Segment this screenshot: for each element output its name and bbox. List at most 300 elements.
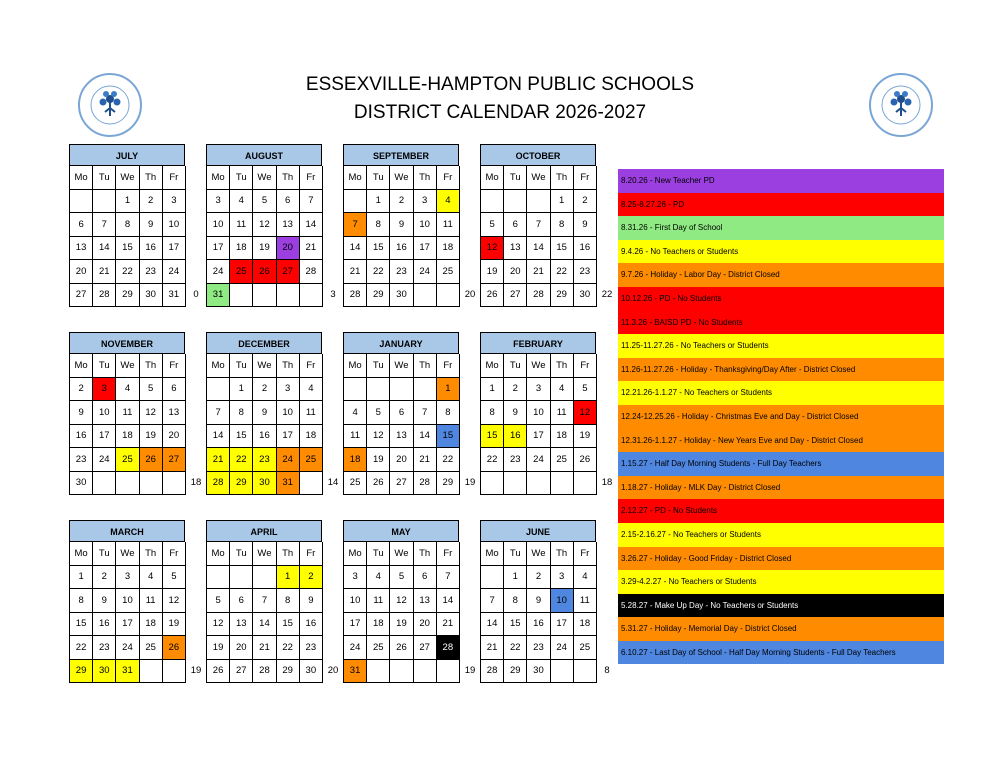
day-cell: 11	[230, 213, 253, 237]
day-cell: 19	[390, 613, 413, 637]
weekday-header: Tu	[93, 542, 116, 566]
weekday-header: We	[253, 542, 276, 566]
empty-cell	[367, 660, 390, 684]
day-cell: 7	[527, 213, 550, 237]
day-cell: 18	[230, 237, 253, 261]
day-cell: 7	[253, 589, 276, 613]
day-cell: 21	[300, 237, 323, 261]
day-cell: 24	[207, 260, 230, 284]
day-cell: 23	[527, 636, 550, 660]
empty-cell	[207, 378, 230, 402]
day-cell: 20	[390, 448, 413, 472]
day-cell: 23	[390, 260, 413, 284]
month-school-day-count: 3	[330, 288, 336, 300]
weekday-header: Mo	[70, 354, 93, 378]
day-cell: 2	[574, 190, 597, 214]
day-cell: 3	[551, 566, 574, 590]
day-cell: 22	[70, 636, 93, 660]
day-cell: 13	[230, 613, 253, 637]
day-cell: 31	[163, 284, 186, 308]
day-cell: 1	[504, 566, 527, 590]
day-cell: 4	[300, 378, 323, 402]
weekday-header: We	[116, 542, 139, 566]
month-name: OCTOBER	[480, 144, 596, 166]
day-cell: 5	[481, 213, 504, 237]
month-july	[69, 144, 185, 307]
weekday-header: We	[253, 166, 276, 190]
empty-cell	[70, 190, 93, 214]
calendar-title: DISTRICT CALENDAR 2026-2027	[353, 102, 647, 123]
empty-cell	[414, 378, 437, 402]
day-cell: 10	[414, 213, 437, 237]
weekday-header: Fr	[163, 354, 186, 378]
day-cell: 8	[116, 213, 139, 237]
empty-cell	[390, 378, 413, 402]
day-cell: 2	[253, 378, 276, 402]
month-april	[206, 520, 322, 683]
month-grid	[69, 542, 185, 683]
day-cell: 12	[574, 401, 597, 425]
weekday-header: We	[390, 166, 413, 190]
empty-cell	[551, 660, 574, 684]
day-cell: 5	[163, 566, 186, 590]
day-cell: 18	[574, 613, 597, 637]
day-cell: 7	[300, 190, 323, 214]
day-cell: 9	[93, 589, 116, 613]
day-cell: 17	[551, 613, 574, 637]
weekday-header: Th	[551, 166, 574, 190]
empty-cell	[300, 472, 323, 496]
empty-cell	[300, 284, 323, 308]
day-cell: 22	[437, 448, 460, 472]
day-cell: 18	[300, 425, 323, 449]
weekday-header: Th	[414, 542, 437, 566]
weekday-header: We	[390, 542, 413, 566]
day-cell: 31	[344, 660, 367, 684]
day-cell: 8	[70, 589, 93, 613]
day-cell: 31	[116, 660, 139, 684]
weekday-header: Th	[414, 166, 437, 190]
day-cell: 12	[207, 613, 230, 637]
day-cell: 17	[277, 425, 300, 449]
day-cell: 8	[367, 213, 390, 237]
day-cell: 6	[70, 213, 93, 237]
month-grid	[343, 166, 459, 307]
day-cell: 8	[230, 401, 253, 425]
day-cell: 30	[300, 660, 323, 684]
day-cell: 7	[207, 401, 230, 425]
day-cell: 28	[207, 472, 230, 496]
month-grid	[69, 354, 185, 495]
day-cell: 25	[551, 448, 574, 472]
month-school-day-count: 19	[464, 476, 476, 488]
month-grid	[480, 166, 596, 307]
day-cell: 20	[277, 237, 300, 261]
day-cell: 25	[437, 260, 460, 284]
day-cell: 6	[390, 401, 413, 425]
day-cell: 15	[230, 425, 253, 449]
day-cell: 16	[93, 613, 116, 637]
weekday-header: Mo	[207, 354, 230, 378]
day-cell: 30	[527, 660, 550, 684]
day-cell: 3	[527, 378, 550, 402]
day-cell: 11	[437, 213, 460, 237]
day-cell: 25	[140, 636, 163, 660]
empty-cell	[140, 660, 163, 684]
empty-cell	[414, 660, 437, 684]
day-cell: 17	[116, 613, 139, 637]
month-grid	[206, 354, 322, 495]
month-june	[480, 520, 596, 683]
month-september	[343, 144, 459, 307]
day-cell: 28	[481, 660, 504, 684]
day-cell: 20	[414, 613, 437, 637]
legend-item: 11.26-11.27.26 - Holiday - Thanksgiving/Day After - District Closed	[618, 358, 944, 382]
weekday-header: Th	[277, 354, 300, 378]
day-cell: 3	[277, 378, 300, 402]
month-school-day-count: 14	[327, 476, 339, 488]
day-cell: 4	[551, 378, 574, 402]
day-cell: 24	[116, 636, 139, 660]
day-cell: 25	[574, 636, 597, 660]
day-cell: 29	[367, 284, 390, 308]
day-cell: 26	[390, 636, 413, 660]
day-cell: 9	[70, 401, 93, 425]
day-cell: 21	[93, 260, 116, 284]
month-november	[69, 332, 185, 495]
legend-item: 8.20.26 - New Teacher PD	[618, 169, 944, 193]
month-name: AUGUST	[206, 144, 322, 166]
day-cell: 30	[390, 284, 413, 308]
legend-item: 5.28.27 - Make Up Day - No Teachers or Students	[618, 594, 944, 618]
day-cell: 27	[163, 448, 186, 472]
weekday-header: Th	[140, 542, 163, 566]
weekday-header: We	[116, 354, 139, 378]
month-name: MARCH	[69, 520, 185, 542]
day-cell: 8	[481, 401, 504, 425]
month-grid	[206, 542, 322, 683]
day-cell: 3	[116, 566, 139, 590]
empty-cell	[277, 284, 300, 308]
weekday-header: Mo	[344, 166, 367, 190]
day-cell: 20	[230, 636, 253, 660]
empty-cell	[574, 660, 597, 684]
day-cell: 7	[437, 566, 460, 590]
day-cell: 6	[163, 378, 186, 402]
month-school-day-count: 19	[464, 664, 476, 676]
weekday-header: We	[527, 542, 550, 566]
month-school-day-count: 22	[601, 288, 613, 300]
day-cell: 21	[414, 448, 437, 472]
day-cell: 2	[390, 190, 413, 214]
day-cell: 22	[277, 636, 300, 660]
day-cell: 19	[207, 636, 230, 660]
day-cell: 9	[527, 589, 550, 613]
day-cell: 14	[253, 613, 276, 637]
day-cell: 1	[367, 190, 390, 214]
weekday-header: Th	[277, 166, 300, 190]
legend-item: 2.15-2.16.27 - No Teachers or Students	[618, 523, 944, 547]
day-cell: 23	[253, 448, 276, 472]
day-cell: 29	[551, 284, 574, 308]
empty-cell	[390, 660, 413, 684]
month-grid	[206, 166, 322, 307]
month-grid	[343, 542, 459, 683]
day-cell: 21	[344, 260, 367, 284]
empty-cell	[551, 472, 574, 496]
day-cell: 23	[70, 448, 93, 472]
weekday-header: Fr	[163, 166, 186, 190]
legend-item: 1.18.27 - Holiday - MLK Day - District Closed	[618, 476, 944, 500]
day-cell: 7	[414, 401, 437, 425]
day-cell: 12	[367, 425, 390, 449]
legend-item: 9.7.26 - Holiday - Labor Day - District Closed	[618, 263, 944, 287]
empty-cell	[253, 284, 276, 308]
legend-item: 1.15.27 - Half Day Morning Students - Full Day Teachers	[618, 452, 944, 476]
month-january	[343, 332, 459, 495]
day-cell: 14	[481, 613, 504, 637]
day-cell: 13	[504, 237, 527, 261]
day-cell: 1	[551, 190, 574, 214]
day-cell: 3	[207, 190, 230, 214]
month-name: MAY	[343, 520, 459, 542]
weekday-header: Mo	[70, 166, 93, 190]
day-cell: 16	[140, 237, 163, 261]
day-cell: 23	[300, 636, 323, 660]
day-cell: 4	[344, 401, 367, 425]
empty-cell	[504, 472, 527, 496]
day-cell: 19	[253, 237, 276, 261]
day-cell: 6	[230, 589, 253, 613]
day-cell: 31	[207, 284, 230, 308]
day-cell: 29	[277, 660, 300, 684]
legend-item: 8.25-8.27.26 - PD	[618, 193, 944, 217]
day-cell: 10	[207, 213, 230, 237]
day-cell: 22	[367, 260, 390, 284]
day-cell: 4	[437, 190, 460, 214]
weekday-header: Mo	[207, 166, 230, 190]
day-cell: 26	[207, 660, 230, 684]
day-cell: 11	[116, 401, 139, 425]
day-cell: 30	[93, 660, 116, 684]
day-cell: 14	[414, 425, 437, 449]
day-cell: 15	[481, 425, 504, 449]
day-cell: 19	[367, 448, 390, 472]
empty-cell	[93, 472, 116, 496]
day-cell: 28	[414, 472, 437, 496]
day-cell: 11	[574, 589, 597, 613]
month-grid	[480, 542, 596, 683]
weekday-header: We	[390, 354, 413, 378]
day-cell: 25	[300, 448, 323, 472]
day-cell: 27	[277, 260, 300, 284]
legend-item: 11.25-11.27.26 - No Teachers or Students	[618, 334, 944, 358]
weekday-header: Fr	[574, 166, 597, 190]
day-cell: 20	[504, 260, 527, 284]
legend-item: 12.24-12.25.26 - Holiday - Christmas Eve and Day - District Closed	[618, 405, 944, 429]
empty-cell	[344, 378, 367, 402]
day-cell: 10	[116, 589, 139, 613]
weekday-header: Mo	[344, 354, 367, 378]
day-cell: 25	[116, 448, 139, 472]
empty-cell	[414, 284, 437, 308]
weekday-header: We	[253, 354, 276, 378]
month-december	[206, 332, 322, 495]
day-cell: 17	[344, 613, 367, 637]
month-february	[480, 332, 596, 495]
day-cell: 29	[230, 472, 253, 496]
empty-cell	[163, 472, 186, 496]
empty-cell	[527, 190, 550, 214]
legend-item: 5.31.27 - Holiday - Memorial Day - District Closed	[618, 617, 944, 641]
day-cell: 31	[277, 472, 300, 496]
day-cell: 29	[437, 472, 460, 496]
day-cell: 25	[367, 636, 390, 660]
day-cell: 6	[414, 566, 437, 590]
day-cell: 24	[163, 260, 186, 284]
day-cell: 5	[574, 378, 597, 402]
day-cell: 26	[163, 636, 186, 660]
day-cell: 10	[277, 401, 300, 425]
month-october	[480, 144, 596, 307]
weekday-header: Fr	[300, 542, 323, 566]
day-cell: 11	[344, 425, 367, 449]
day-cell: 21	[437, 613, 460, 637]
day-cell: 7	[93, 213, 116, 237]
day-cell: 27	[414, 636, 437, 660]
day-cell: 2	[70, 378, 93, 402]
day-cell: 27	[504, 284, 527, 308]
day-cell: 24	[414, 260, 437, 284]
day-cell: 17	[93, 425, 116, 449]
day-cell: 9	[574, 213, 597, 237]
day-cell: 5	[253, 190, 276, 214]
day-cell: 10	[344, 589, 367, 613]
weekday-header: Fr	[437, 542, 460, 566]
day-cell: 21	[527, 260, 550, 284]
weekday-header: Fr	[574, 354, 597, 378]
day-cell: 18	[367, 613, 390, 637]
day-cell: 22	[116, 260, 139, 284]
legend-item: 8.31.26 - First Day of School	[618, 216, 944, 240]
day-cell: 19	[574, 425, 597, 449]
day-cell: 10	[93, 401, 116, 425]
day-cell: 4	[140, 566, 163, 590]
weekday-header: Th	[551, 354, 574, 378]
day-cell: 9	[300, 589, 323, 613]
day-cell: 27	[70, 284, 93, 308]
event-legend	[618, 169, 944, 664]
day-cell: 21	[253, 636, 276, 660]
empty-cell	[344, 190, 367, 214]
day-cell: 6	[277, 190, 300, 214]
day-cell: 16	[574, 237, 597, 261]
day-cell: 1	[277, 566, 300, 590]
day-cell: 10	[527, 401, 550, 425]
day-cell: 15	[504, 613, 527, 637]
day-cell: 20	[163, 425, 186, 449]
day-cell: 5	[140, 378, 163, 402]
weekday-header: Mo	[207, 542, 230, 566]
day-cell: 25	[230, 260, 253, 284]
weekday-header: Th	[414, 354, 437, 378]
month-school-day-count: 0	[193, 288, 199, 300]
legend-item: 10.12.26 - PD - No Students	[618, 287, 944, 311]
day-cell: 16	[390, 237, 413, 261]
day-cell: 9	[140, 213, 163, 237]
day-cell: 16	[527, 613, 550, 637]
day-cell: 28	[437, 636, 460, 660]
day-cell: 13	[163, 401, 186, 425]
day-cell: 7	[481, 589, 504, 613]
day-cell: 23	[504, 448, 527, 472]
empty-cell	[116, 472, 139, 496]
empty-cell	[481, 472, 504, 496]
day-cell: 13	[390, 425, 413, 449]
day-cell: 26	[481, 284, 504, 308]
month-grid	[69, 166, 185, 307]
month-march	[69, 520, 185, 683]
weekday-header: We	[116, 166, 139, 190]
weekday-header: Tu	[504, 542, 527, 566]
empty-cell	[437, 284, 460, 308]
empty-cell	[230, 566, 253, 590]
legend-item: 6.10.27 - Last Day of School - Half Day Morning Students - Full Day Teachers	[618, 641, 944, 665]
empty-cell	[481, 566, 504, 590]
empty-cell	[253, 566, 276, 590]
weekday-header: Fr	[574, 542, 597, 566]
day-cell: 10	[551, 589, 574, 613]
day-cell: 10	[163, 213, 186, 237]
day-cell: 22	[481, 448, 504, 472]
legend-item: 2.12.27 - PD - No Students	[618, 499, 944, 523]
day-cell: 1	[70, 566, 93, 590]
day-cell: 22	[551, 260, 574, 284]
weekday-header: Tu	[230, 166, 253, 190]
day-cell: 30	[574, 284, 597, 308]
day-cell: 13	[277, 213, 300, 237]
day-cell: 11	[551, 401, 574, 425]
empty-cell	[207, 566, 230, 590]
empty-cell	[504, 190, 527, 214]
month-school-day-count: 20	[464, 288, 476, 300]
day-cell: 2	[504, 378, 527, 402]
weekday-header: Fr	[437, 354, 460, 378]
school-district-title: ESSEXVILLE-HAMPTON PUBLIC SCHOOLS	[305, 74, 695, 95]
day-cell: 2	[527, 566, 550, 590]
weekday-header: Th	[551, 542, 574, 566]
day-cell: 7	[344, 213, 367, 237]
day-cell: 8	[437, 401, 460, 425]
day-cell: 19	[140, 425, 163, 449]
day-cell: 29	[70, 660, 93, 684]
day-cell: 28	[93, 284, 116, 308]
day-cell: 25	[344, 472, 367, 496]
district-logo-right	[868, 72, 934, 138]
weekday-header: Mo	[70, 542, 93, 566]
day-cell: 4	[574, 566, 597, 590]
day-cell: 2	[300, 566, 323, 590]
day-cell: 14	[344, 237, 367, 261]
empty-cell	[93, 190, 116, 214]
weekday-header: Fr	[300, 166, 323, 190]
day-cell: 17	[414, 237, 437, 261]
month-school-day-count: 19	[190, 664, 202, 676]
day-cell: 12	[390, 589, 413, 613]
legend-item: 9.4.26 - No Teachers or Students	[618, 240, 944, 264]
day-cell: 30	[70, 472, 93, 496]
day-cell: 17	[527, 425, 550, 449]
